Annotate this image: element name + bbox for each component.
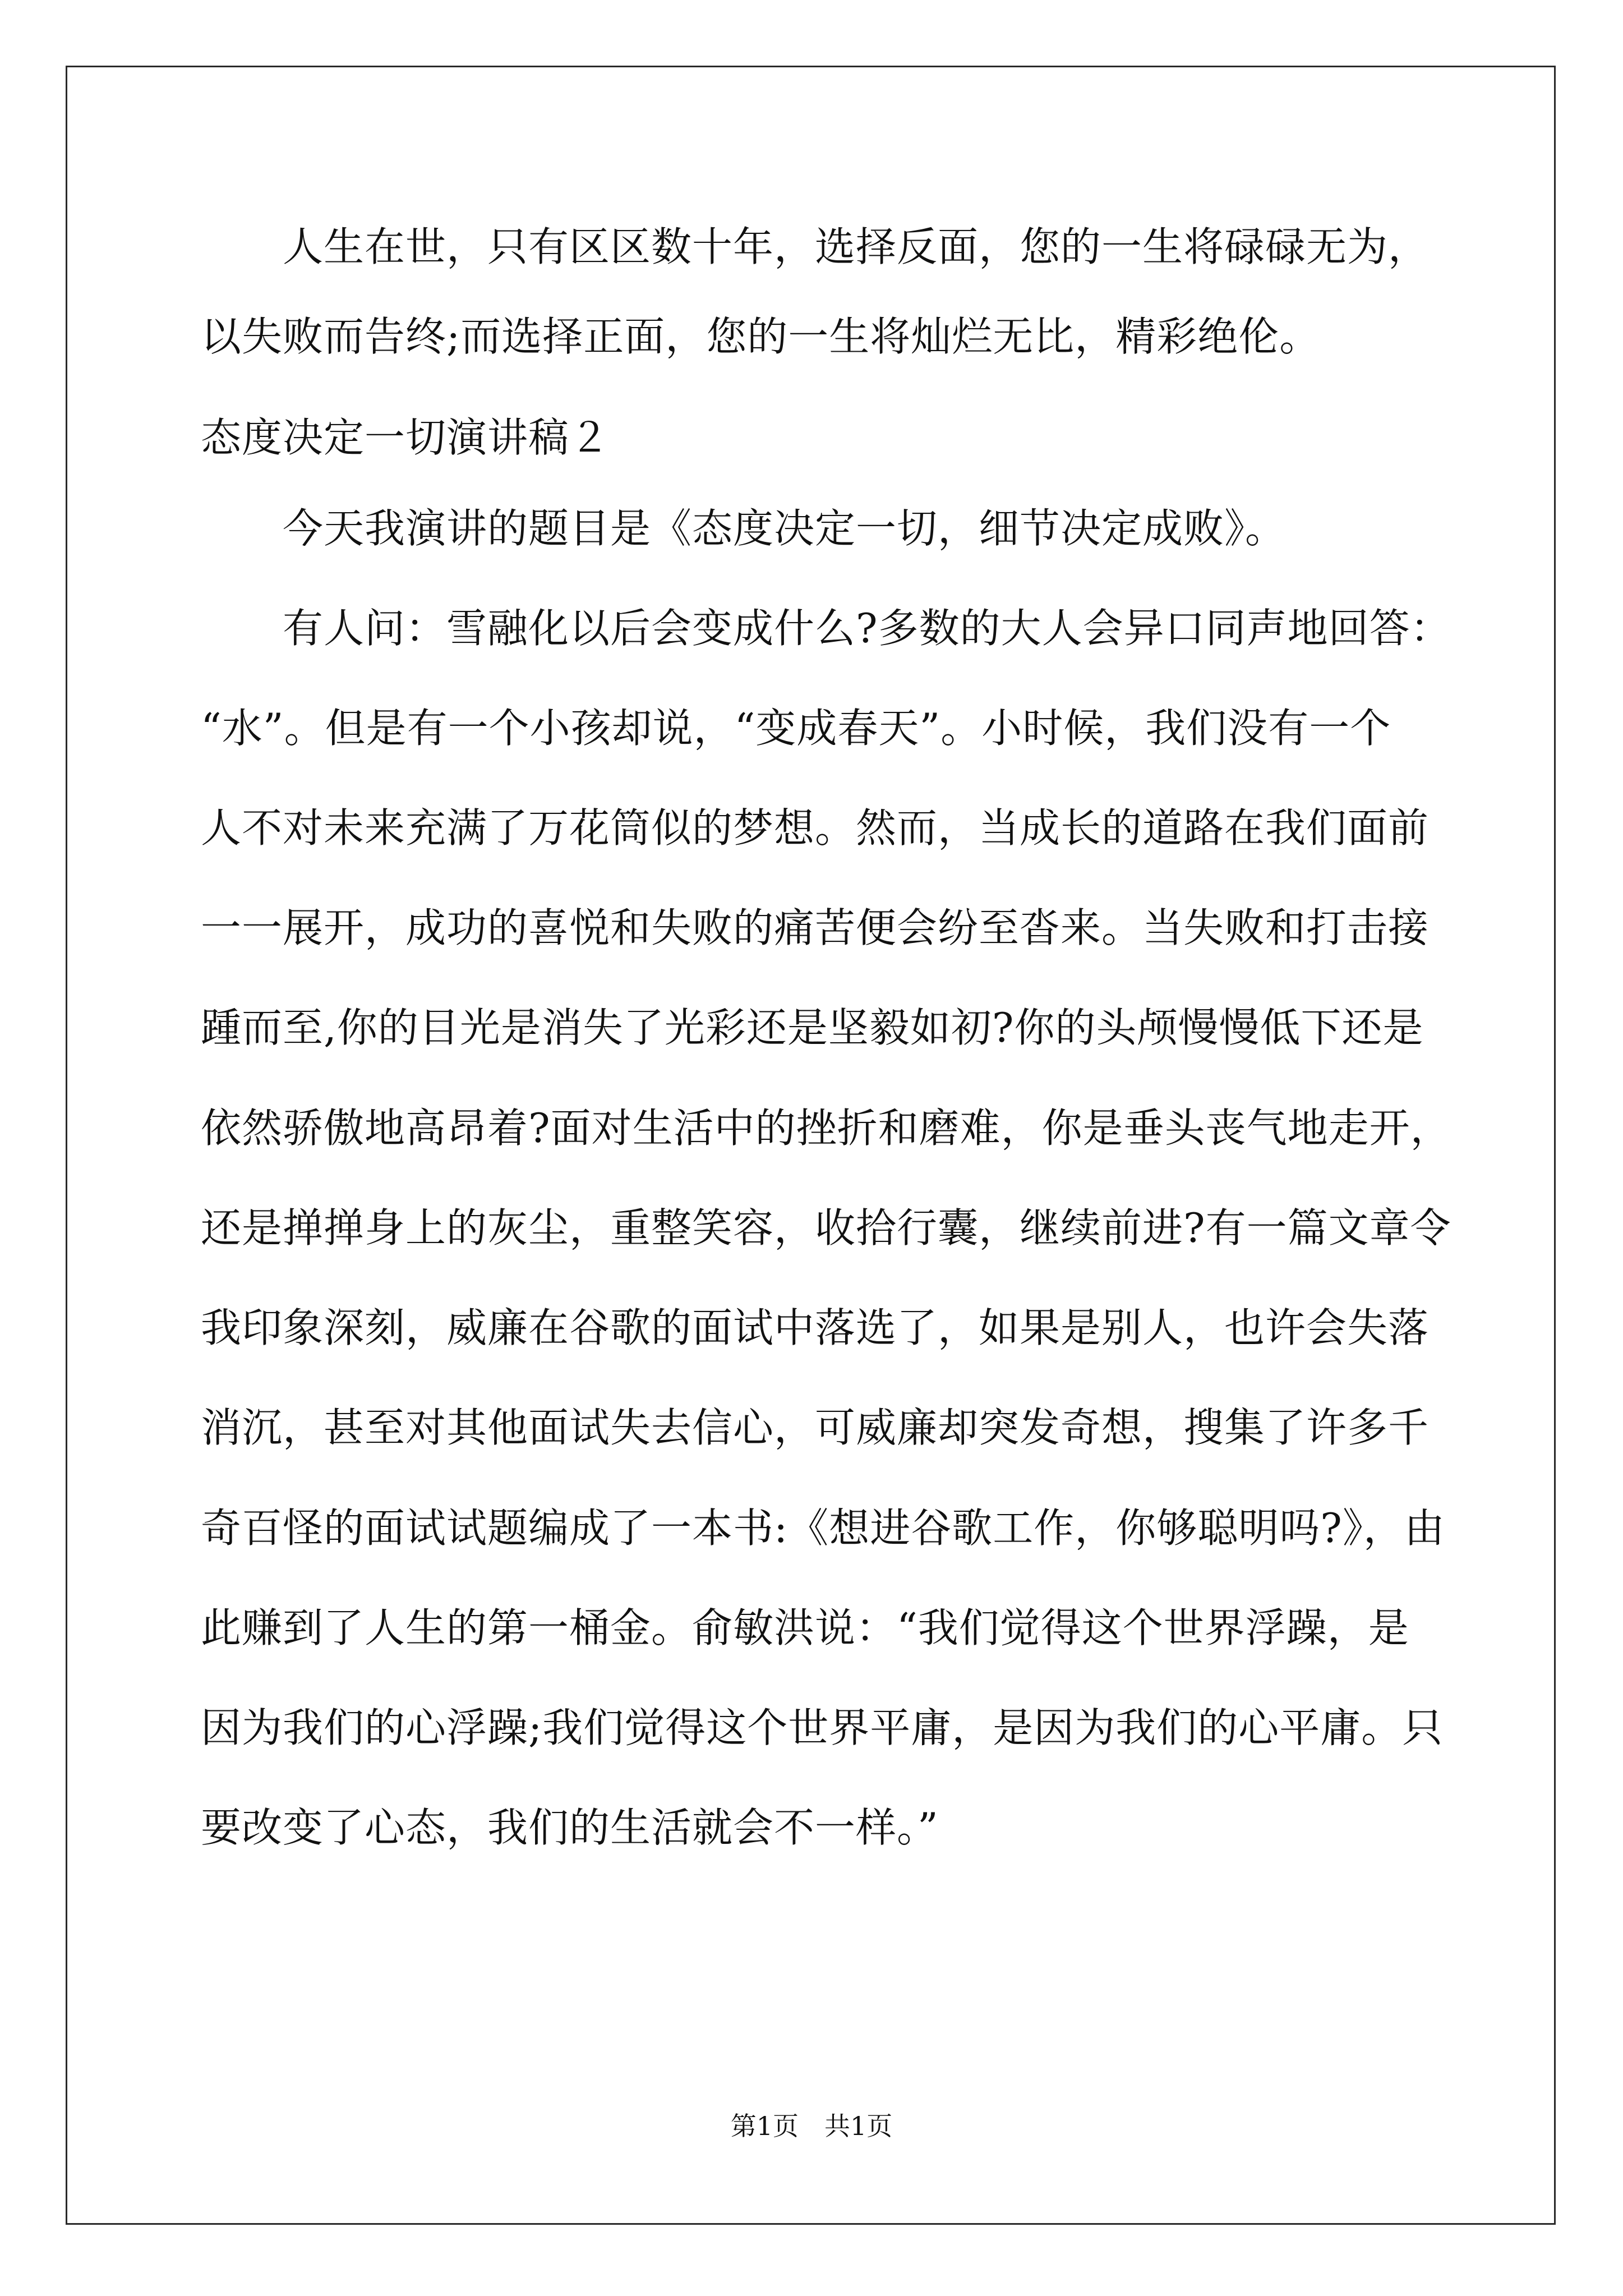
page-number-footer: 第1页 共1页 [730, 2111, 893, 2141]
paragraph-3-line-7: 还是掸掸身上的灰尘，重整笑容，收拾行囊，继续前进?有一篇文章令 [201, 1204, 1451, 1251]
paragraph-2-line-1: 今天我演讲的题目是《态度决定一切，细节决定成败》。 [201, 505, 1287, 552]
paragraph-3-line-9: 消沉，甚至对其他面试失去信心，可威廉却突发奇想，搜集了许多千 [201, 1404, 1430, 1451]
paragraph-3-line-11: 此赚到了人生的第一桶金。俞敏洪说：“我们觉得这个世界浮躁，是 [201, 1604, 1409, 1651]
paragraph-3-line-6: 依然骄傲地高昂着?面对生活中的挫折和磨难，你是垂头丧气地走开， [201, 1105, 1451, 1152]
paragraph-3-line-5: 踵而至,你的目光是消失了光彩还是坚毅如初?你的头颅慢慢低下还是 [201, 1004, 1424, 1051]
paragraph-3-line-1: 有人问：雪融化以后会变成什么?多数的大人会异口同声地回答： [201, 605, 1451, 652]
paragraph-3-line-2: “水”。但是有一个小孩却说，“变成春天”。小时候，我们没有一个 [201, 705, 1391, 752]
paragraph-3-line-4: 一一展开，成功的喜悦和失败的痛苦便会纷至沓来。当失败和打击接 [201, 904, 1430, 951]
paragraph-1-line-2: 以失败而告终;而选择正面，您的一生将灿烂无比，精彩绝伦。 [201, 313, 1321, 360]
paragraph-1-line-1: 人生在世，只有区区数十年，选择反面，您的一生将碌碌无为， [201, 223, 1430, 270]
paragraph-3-line-8: 我印象深刻，威廉在谷歌的面试中落选了，如果是别人，也许会失落 [201, 1304, 1430, 1351]
paragraph-3-line-12: 因为我们的心浮躁;我们觉得这个世界平庸，是因为我们的心平庸。只 [201, 1704, 1444, 1751]
paragraph-3-line-10: 奇百怪的面试试题编成了一本书:《想进谷歌工作，你够聪明吗?》，由 [201, 1504, 1445, 1552]
paragraph-3-line-13: 要改变了心态，我们的生活就会不一样。” [201, 1804, 939, 1851]
paragraph-3-line-3: 人不对未来充满了万花筒似的梦想。然而，当成长的道路在我们面前 [201, 804, 1430, 852]
section-heading: 态度决定一切演讲稿２ [201, 414, 611, 461]
